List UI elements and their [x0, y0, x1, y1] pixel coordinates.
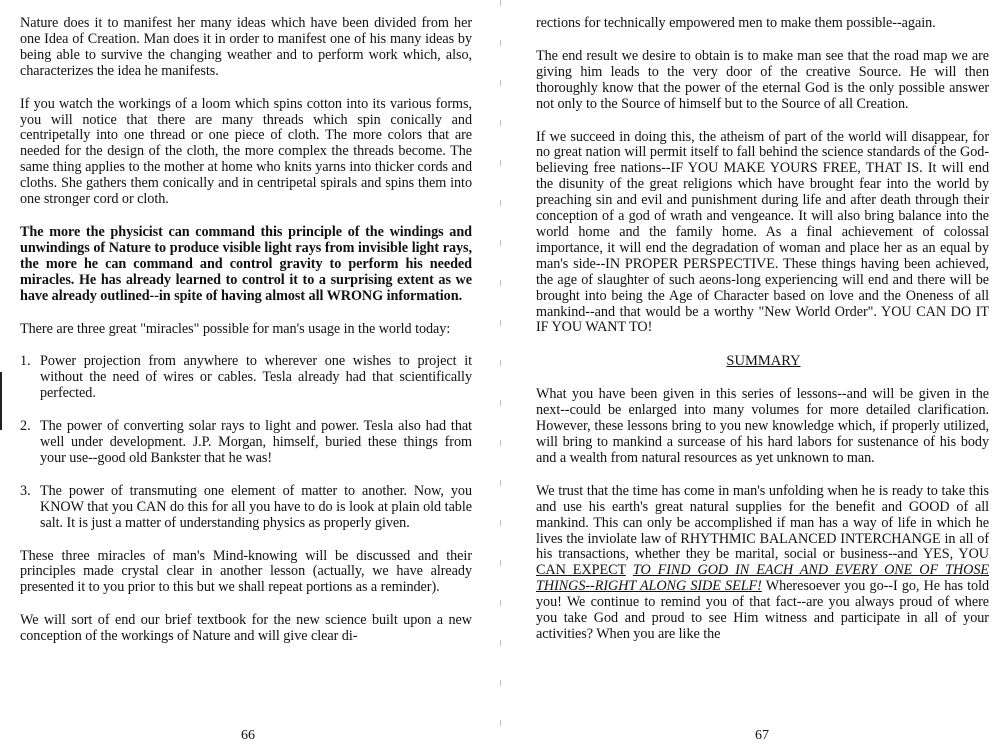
- page-number: 66: [241, 728, 255, 743]
- section-heading: SUMMARY: [726, 353, 801, 370]
- list-number: 3.: [20, 482, 31, 499]
- bold-paragraph: The more the physicist can command this principle of the windings and unwindings of Nature to produce visible light rays from invisible light rays, the more he can command and control gravity to perform his needed miracles. He has already learned to control it to a surprising extent as we have already outlined--in spite of having almost all WRONG information.: [20, 223, 472, 304]
- paragraph: There are three great "miracles" possible for man's usage in the world today:: [20, 320, 451, 337]
- paragraph: These three miracles of man's Mind-knowing will be discussed and their principles made crystal clear in another lesson (actually, we have already presented it to you prior to this but we shall repeat portions as a reminder).: [20, 547, 472, 596]
- right-page: [500, 0, 1005, 753]
- text-run: Wheresoever you go--I go, He has told you! We continue to remind you of that fact--are you always proud of where you take God and proud to see Him witness and participate in all of your activities? When you are like the: [536, 578, 990, 642]
- list-text: The power of transmuting one element of matter to another. Now, you KNOW that you CAN do this for all you have to do is look at plain old table salt. It is just a matter of understanding physics as properly given.: [40, 482, 472, 531]
- list-item: [20, 484, 472, 532]
- list-item: [20, 354, 472, 402]
- list-item: [20, 419, 472, 467]
- right-text-column: [536, 16, 989, 660]
- list-number: 2.: [20, 418, 31, 435]
- list-number: 1.: [20, 353, 31, 370]
- left-page: [0, 0, 500, 753]
- paragraph: [536, 484, 989, 643]
- paragraph: Nature does it to manifest her many ideas which have been divided from her one Idea of Creation. Man does it in order to manifest one of his many ideas by being able to survive the changing weather and to perform work which, also, characterizes the idea he manifests.: [20, 15, 472, 79]
- paragraph: If you watch the workings of a loom which spins cotton into its various forms, you will notice that there are many threads which spin conically and centripetally into one thread or one piece of cloth. The more colors that are needed for the design of the cloth, the more complex the threads become. The same thing applies to the mother at home who knits yarns into thicker cords and cloths. She gathers them conically and in centripetal spirals and spins them into one stronger cord or cloth.: [20, 95, 472, 208]
- paragraph: rections for technically empowered men to make them possible--again.: [536, 15, 936, 31]
- paragraph: If we succeed in doing this, the atheism of part of the world will disappear, for no great nation will permit itself to fall behind the science standards of the God-believing free nations--IF YOU MAKE YOURS FREE, THAT IS. It will end the disunity of the great religions which have brought fear into the world by preaching sin and evil and punishment during life and after death through their conception of a god of wrath and vengeance. It will also bring balance into the world home and the family home. As a final achievement of colossal importance, it will end the degradation of woman and place her as an equal by man's side--IN PROPER PERSPECTIVE. These things having been achieved, the age of slaughter of such aeons-long experiencing will end and there will be brought into being the Age of Character based on love and the Oneness of all mankind--and that would be a worthy "New World Order". YOU CAN DO IT IF YOU WANT TO!: [536, 128, 989, 336]
- list-text: Power projection from anywhere to wherever one wishes to project it without the need of wires or cables. Tesla already had that scientifically perfected.: [40, 353, 472, 402]
- text-run: We trust that the time has come in man's unfolding when he is ready to take this and use his earth's great natural supplies for the benefit and GOOD of all mankind. This can only be accomplished if man has a way of life in which he lives the inviolate law of RHYTHMIC BALANCED INTERCHANGE in all of his transactions, whether they be marital, social or business--and YES, YOU: [536, 482, 989, 563]
- underlined-italic-text: TO FIND GOD IN EACH AND EVERY ONE OF THOSE THINGS--RIGHT ALONG SIDE SELF!: [536, 562, 989, 595]
- page-number: 67: [755, 728, 769, 743]
- list-text: The power of converting solar rays to light and power. Tesla also had that well under development. J.P. Morgan, himself, buried these things from your use--good old Bankster that he was!: [40, 418, 472, 466]
- left-text-column: [20, 16, 472, 662]
- underlined-text: CAN EXPECT: [536, 562, 626, 579]
- paragraph: The end result we desire to obtain is to make man see that the road map we are giving him leads to the very door of the creative Source. He will then thoroughly know that the power of the eternal God is the only possible answer not only to the Source of himself but to the Source of all Creation.: [536, 47, 989, 112]
- margin-mark: [0, 372, 2, 430]
- paragraph: We will sort of end our brief textbook for the new science built upon a new conception of the workings of Nature and will give clear di-: [20, 612, 472, 645]
- paragraph: What you have been given in this series of lessons--and will be given in the next--could be enlarged into many volumes for more detailed clarification. However, these lessons bring to you new knowledge which, if properly utilized, will bring to mankind a surcease of his hard labors for sustenance of his body and a wealth from natural resources as yet unknown to man.: [536, 386, 989, 466]
